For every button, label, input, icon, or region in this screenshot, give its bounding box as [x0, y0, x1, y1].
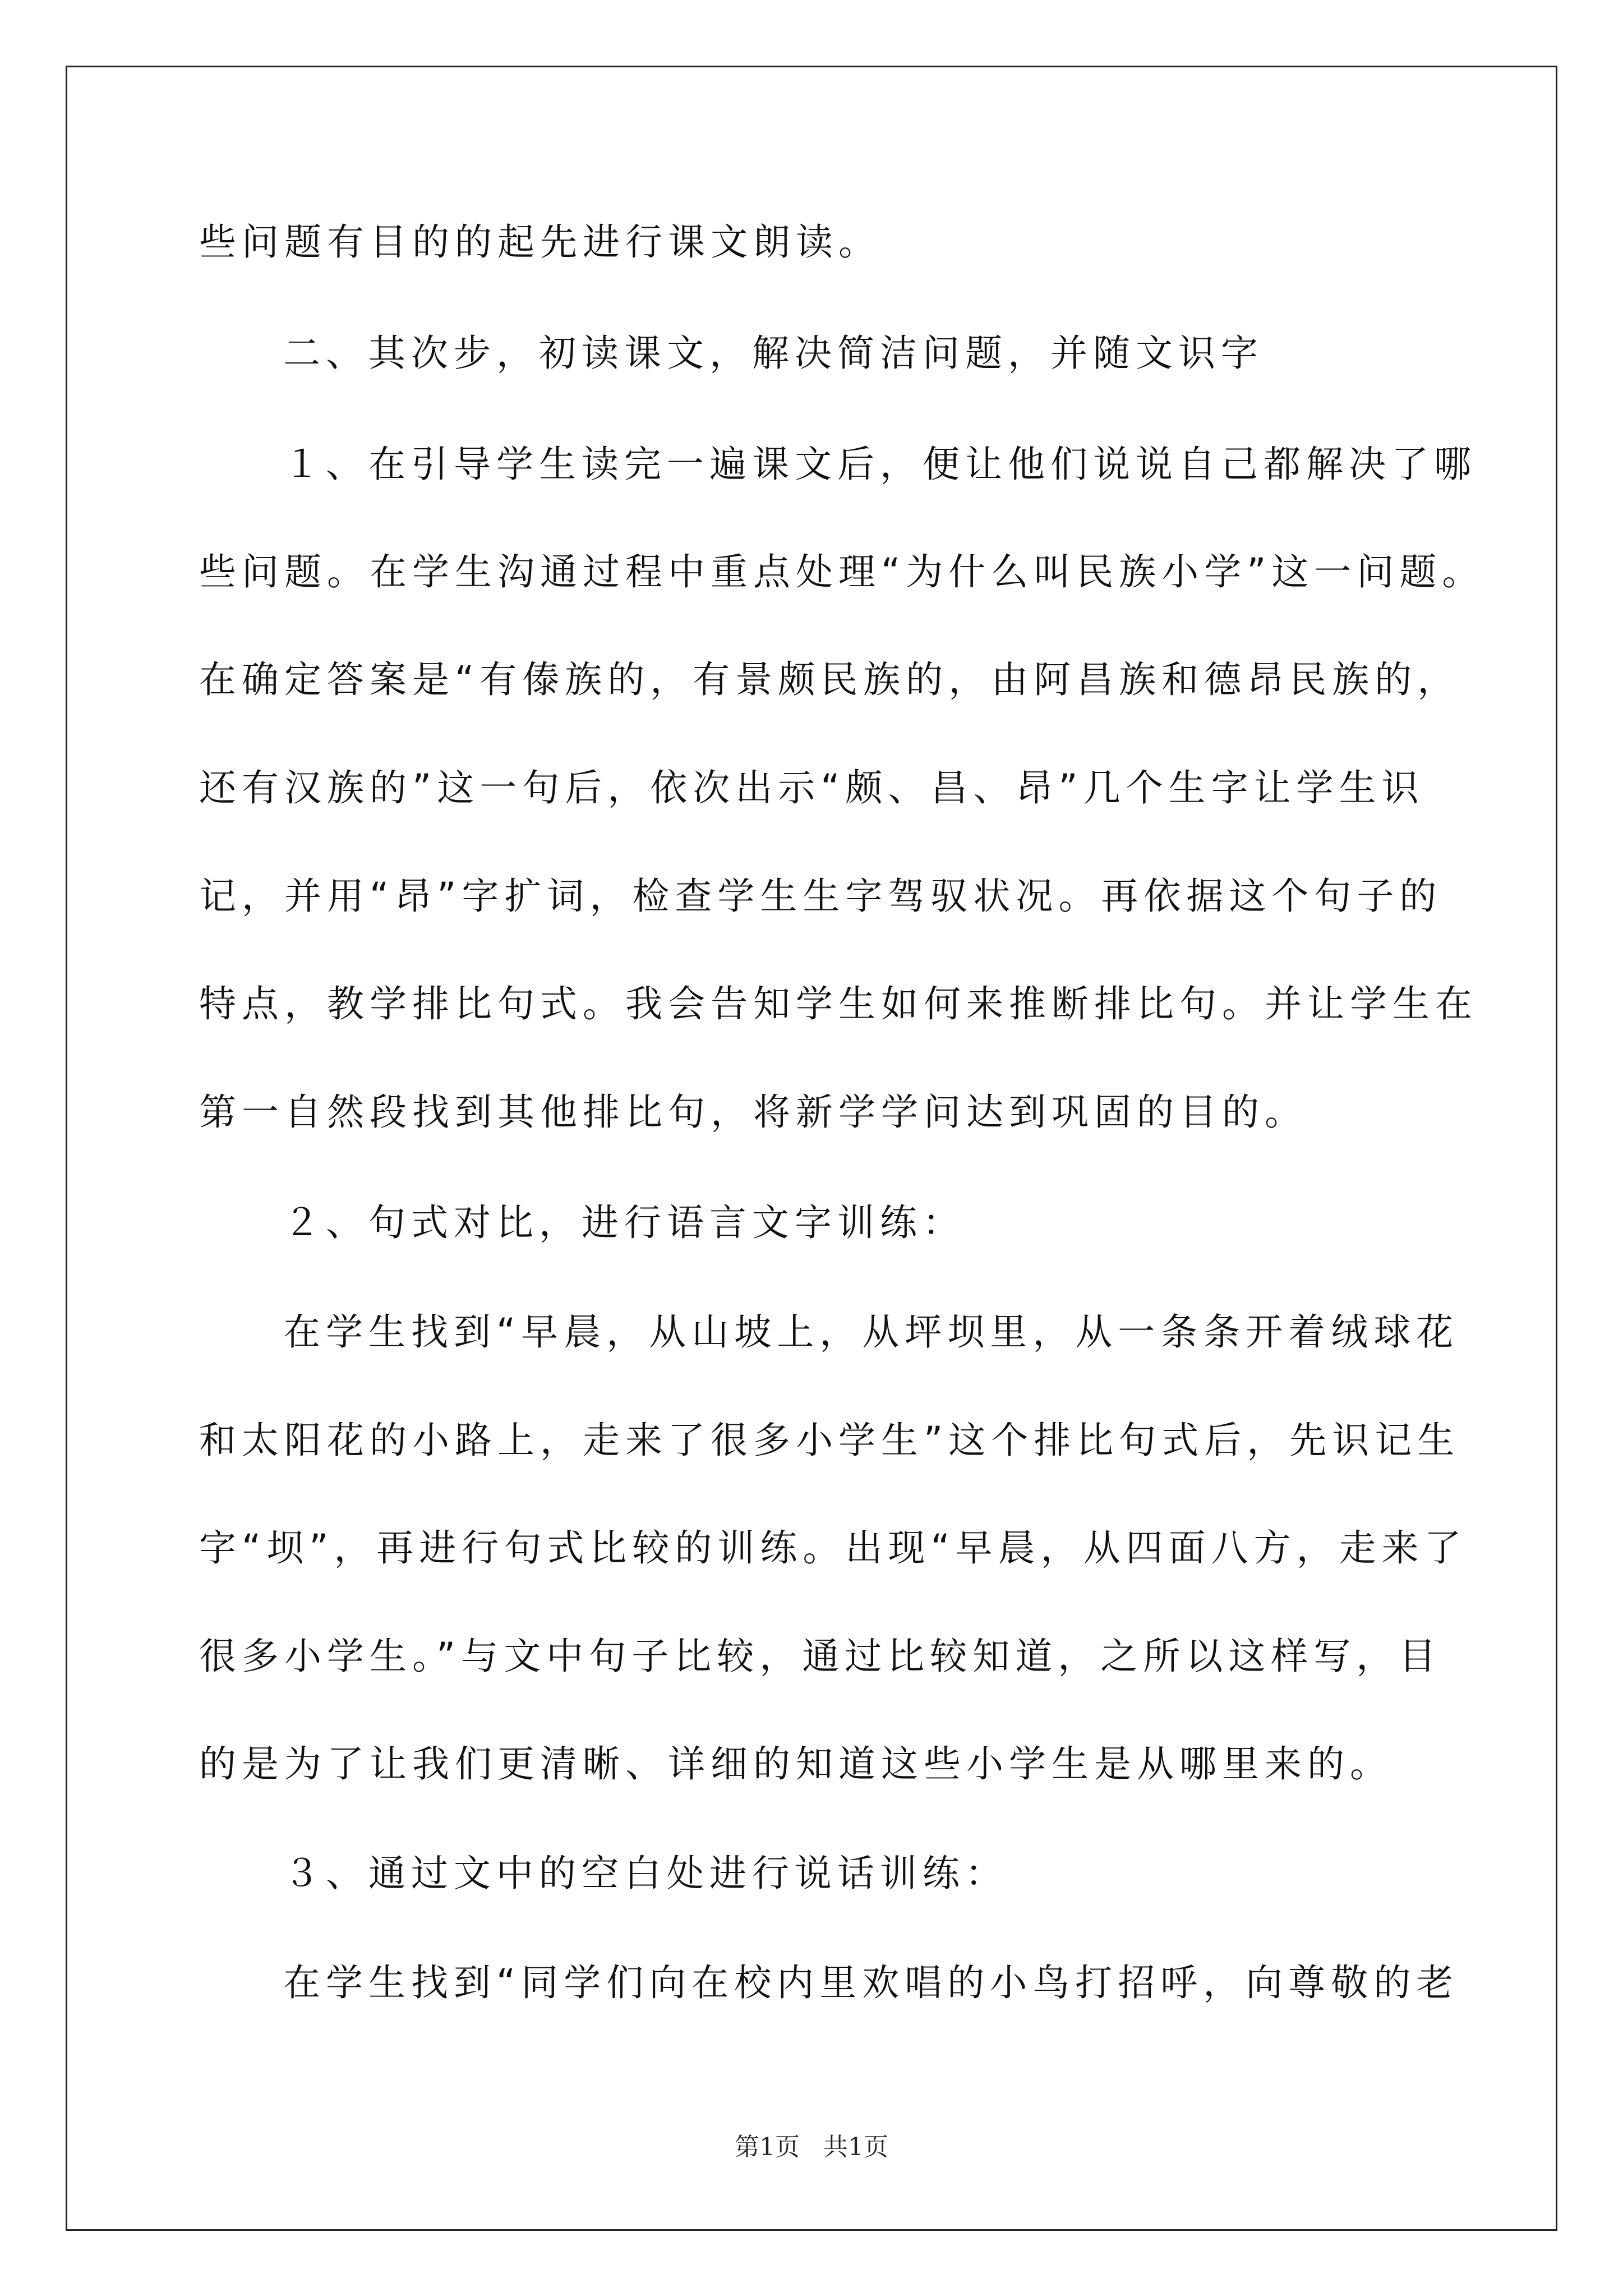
body-line-5: 在确定答案是“有傣族的，有景颇民族的，由阿昌族和德昂民族的，: [199, 658, 1460, 701]
body-line-3: １、在引导学生读完一遍课文后，便让他们说说自己都解决了哪: [283, 443, 1477, 486]
subheading-2: ２、句式对比，进行语言文字训练：: [283, 1201, 965, 1244]
body-line-13: 字“坝”，再进行句式比较的训练。出现“早晨，从四面八方，走来了: [199, 1526, 1467, 1570]
body-line-14: 很多小学生。”与文中句子比较，通过比较知道，之所以这样写，目: [199, 1635, 1442, 1678]
page-footer: 第1页 共1页: [735, 2133, 888, 2161]
body-line-17: 在学生找到“同学们向在校内里欢唱的小鸟打招呼，向尊敬的老: [283, 1961, 1459, 2004]
body-line-11: 在学生找到“早晨，从山坡上，从坪坝里，从一条条开着绒球花: [283, 1310, 1459, 1354]
body-line-6: 还有汉族的”这一句后，依次出示“颇、昌、昂”几个生字让学生识: [199, 766, 1424, 809]
section-heading-2: 二、其次步，初读课文，解决简洁问题，并随文识字: [283, 332, 1264, 375]
body-line-4: 些问题。在学生沟通过程中重点处理“为什么叫民族小学”这一问题。: [199, 550, 1485, 593]
body-line-1: 些问题有目的的起先进行课文朗读。: [199, 220, 881, 264]
subheading-3: ３、通过文中的空白处进行说话训练：: [283, 1852, 1008, 1895]
body-line-9: 第一自然段找到其他排比句，将新学学问达到巩固的目的。: [199, 1091, 1307, 1134]
body-line-12: 和太阳花的小路上，走来了很多小学生”这个排比句式后，先识记生: [199, 1419, 1460, 1462]
page-border: [66, 66, 1557, 2231]
body-line-8: 特点，教学排比句式。我会告知学生如何来推断排比句。并让学生在: [199, 982, 1478, 1025]
body-line-15: 的是为了让我们更清晰、详细的知道这些小学生是从哪里来的。: [199, 1742, 1393, 1786]
body-line-7: 记，并用“昂”字扩词，检查学生生字驾驭状况。再依据这个句子的: [199, 875, 1442, 918]
